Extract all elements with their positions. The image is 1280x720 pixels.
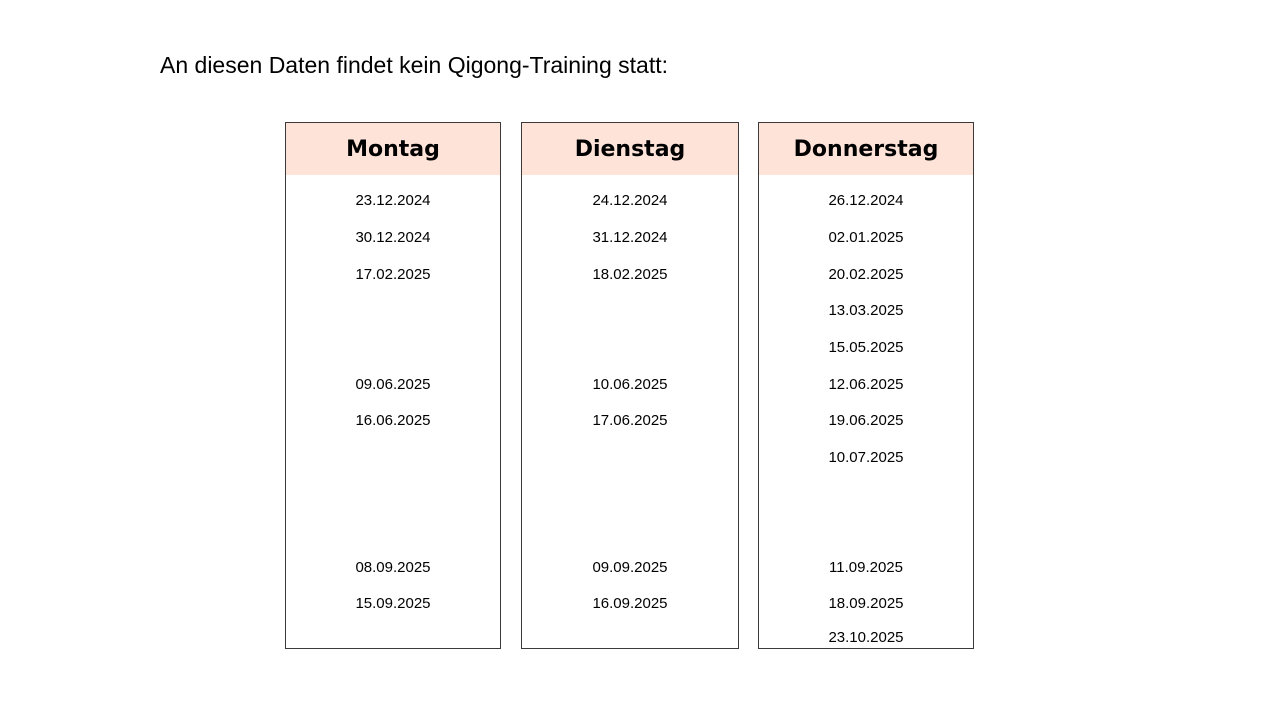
- date-cell: 13.03.2025: [828, 302, 904, 319]
- date-cell: [522, 301, 738, 321]
- column-header: Montag: [286, 123, 500, 175]
- date-cell: [522, 448, 738, 468]
- date-cell: 15.09.2025: [355, 595, 431, 612]
- column-dienstag: [521, 122, 739, 649]
- date-cell: 17.02.2025: [355, 266, 431, 283]
- date-cell: 18.09.2025: [828, 595, 904, 612]
- date-cell: [286, 521, 500, 541]
- date-cell: 12.06.2025: [828, 376, 904, 393]
- date-cell: 23.12.2024: [355, 192, 431, 209]
- date-cell: 26.12.2024: [828, 192, 904, 209]
- date-cell: [522, 485, 738, 505]
- date-cell: 19.06.2025: [828, 412, 904, 429]
- date-cell: 10.06.2025: [592, 376, 668, 393]
- date-cell: 18.02.2025: [592, 266, 668, 283]
- date-cell: 08.09.2025: [355, 559, 431, 576]
- date-cell: [286, 448, 500, 468]
- column-header: Donnerstag: [759, 123, 973, 175]
- date-cell: 15.05.2025: [828, 339, 904, 356]
- date-cell: 16.06.2025: [355, 412, 431, 429]
- column-montag: [285, 122, 501, 649]
- date-cell: 20.02.2025: [828, 266, 904, 283]
- date-cell: 11.09.2025: [829, 559, 903, 576]
- column-header: Dienstag: [522, 123, 738, 175]
- date-cell: [522, 521, 738, 541]
- date-cell: [522, 338, 738, 358]
- date-cell: [286, 338, 500, 358]
- date-cell: 09.06.2025: [355, 376, 431, 393]
- date-cell: 23.10.2025: [828, 629, 904, 646]
- date-cell: 02.01.2025: [828, 229, 904, 246]
- date-cell: 16.09.2025: [592, 595, 668, 612]
- date-cell: [286, 628, 500, 648]
- date-cell: [286, 301, 500, 321]
- date-cell: 10.07.2025: [828, 449, 904, 466]
- page-title: An diesen Daten findet kein Qigong-Training statt:: [160, 52, 668, 78]
- date-cell: 24.12.2024: [592, 192, 668, 209]
- date-cell: 09.09.2025: [592, 559, 668, 576]
- date-cell: [286, 485, 500, 505]
- date-cell: [522, 628, 738, 648]
- date-cell: 17.06.2025: [592, 412, 668, 429]
- column-donnerstag: [758, 122, 974, 649]
- date-cell: [759, 485, 973, 505]
- date-cell: 30.12.2024: [355, 229, 431, 246]
- date-cell: [759, 521, 973, 541]
- date-cell: 31.12.2024: [592, 229, 668, 246]
